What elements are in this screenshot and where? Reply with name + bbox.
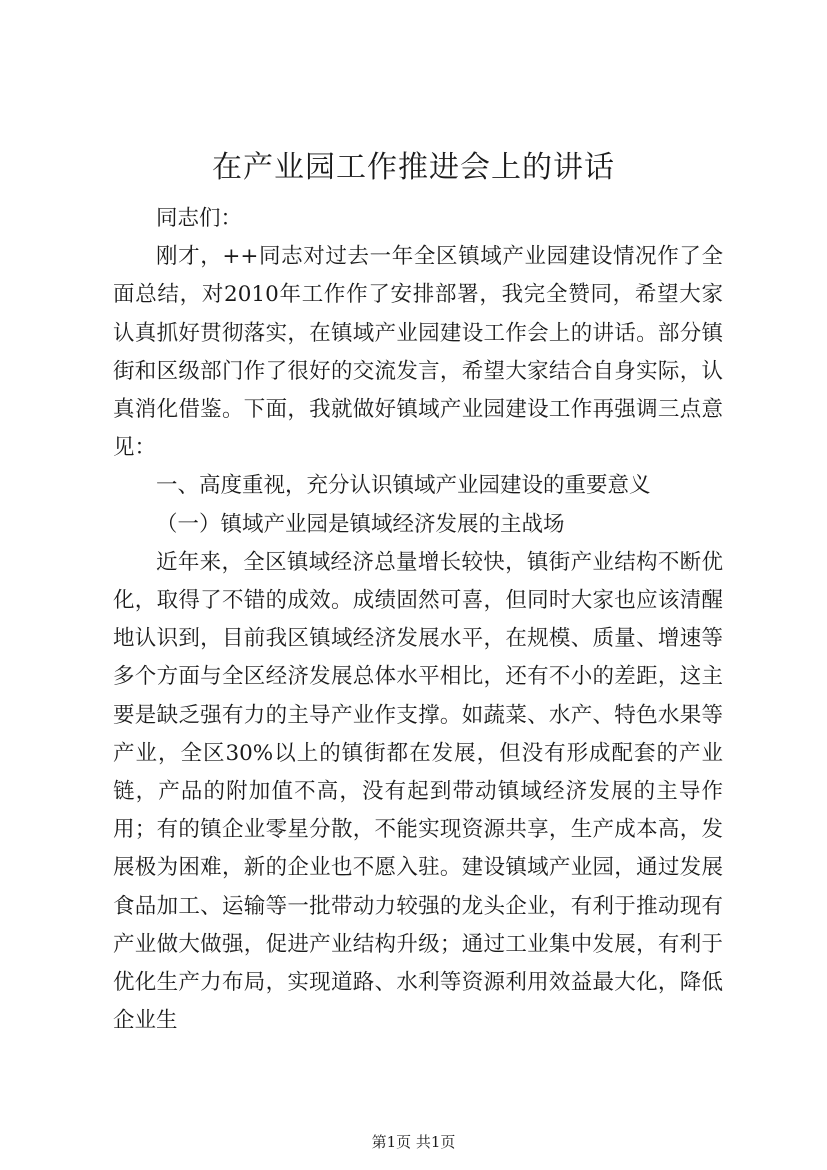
page-number-footer: 第1页 共1页 xyxy=(371,1133,456,1151)
intro-paragraph: 刚才，++同志对过去一年全区镇域产业园建设情况作了全面总结，对2010年工作作了安排部署，我完全赞同，希望大家认真抓好贯彻落实，在镇域产业园建设工作会上的讲话。部分镇街和区级部门作了很好的交流发言，希望大家结合自身实际，认真消化借鉴。下面，我就做好镇域产业园建设工作再强调三点意见： xyxy=(113,244,723,461)
greeting-paragraph: 同志们： xyxy=(156,206,243,231)
document-body xyxy=(113,200,723,1040)
document-title: 在产业园工作推进会上的讲话 xyxy=(212,150,615,185)
section-heading: 一、高度重视，充分认识镇域产业园建设的重要意义 xyxy=(156,473,651,499)
subsection-heading: （一）镇域产业园是镇域经济发展的主战场 xyxy=(156,511,565,537)
body-paragraph: 近年来，全区镇域经济总量增长较快，镇街产业结构不断优化，取得了不错的成效。成绩固然可喜，但同时大家也应该清醒地认识到，目前我区镇域经济发展水平，在规模、质量、增速等多个方面与全区经济发展总体水平相比，还有不小的差距，这主要是缺乏强有力的主导产业作支撑。如蔬菜、水产、特色水果等产业，全区30%以上的镇街都在发展，但没有形成配套的产业链，产品的附加值不高，没有起到带动镇域经济发展的主导作用；有的镇企业零星分散，不能实现资源共享，生产成本高，发展极为困难，新的企业也不愿入驻。建设镇域产业园，通过发展食品加工、运输等一批带动力较强的龙头企业，有利于推动现有产业做大做强，促进产业结构升级；通过工业集中发展，有利于优化生产力布局，实现道路、水利等资源利用效益最大化，降低企业生 xyxy=(113,549,723,1034)
